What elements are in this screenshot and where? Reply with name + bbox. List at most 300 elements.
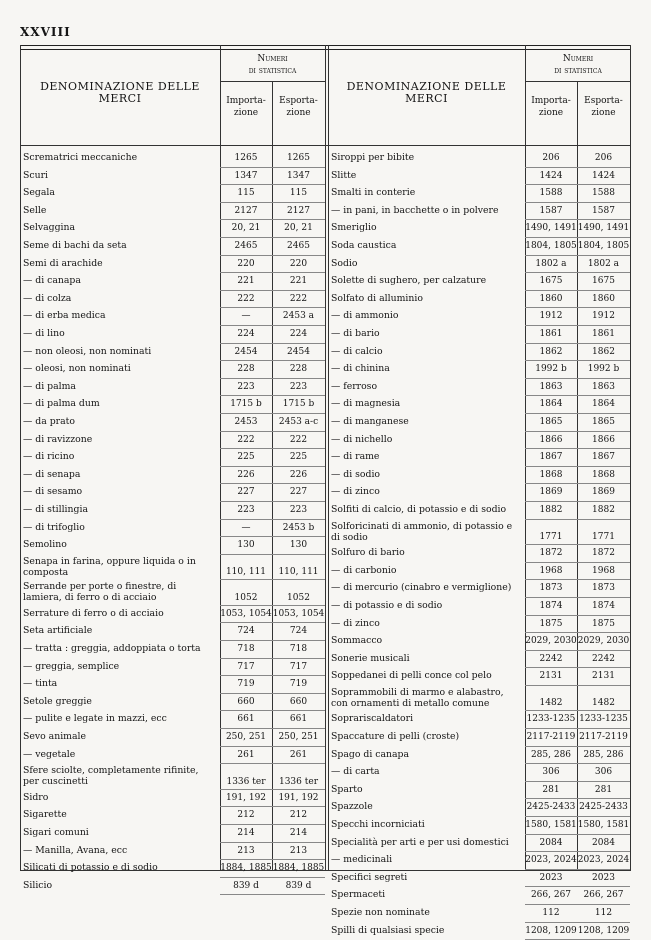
merchandise-name: — di carta: [331, 766, 380, 778]
export-number: 1052: [287, 592, 310, 603]
import-number: 2453: [234, 417, 258, 427]
export-number: 222: [289, 434, 308, 445]
export-number: 1882: [592, 505, 615, 515]
import-number: 222: [237, 434, 255, 445]
export-number: 1771: [592, 532, 615, 543]
table-row: [20, 633, 631, 651]
table-row: [20, 686, 631, 712]
import-line-2: zione: [538, 108, 564, 118]
merchandise-name: — di nichello: [331, 433, 393, 445]
import-number: 1866: [539, 434, 563, 445]
import-number: 223: [237, 381, 255, 392]
export-number: 226: [289, 469, 308, 480]
merchandise-name: Soprammobili di marmo e alabastro, con ornamenti di metallo comune: [331, 686, 504, 709]
merchandise-name: — medicinali: [331, 854, 393, 866]
import-number: 1868: [539, 469, 563, 480]
table-row: [20, 616, 631, 634]
import-number: 2127: [234, 205, 258, 216]
export-number: 1580, 1581: [577, 820, 630, 831]
merchandise-name: Scuri: [23, 169, 48, 181]
merchandise-name: Silicati di potassio e di sodio: [23, 862, 158, 874]
merchandise-name: Spermaceti: [331, 889, 386, 901]
merchandise-name: — di canapa: [23, 275, 81, 287]
table-row: [20, 817, 631, 835]
export-number: 2465: [287, 241, 310, 251]
table-row: [20, 238, 631, 256]
export-number: 1587: [592, 205, 615, 216]
table-row: [20, 150, 631, 168]
export-number: 214: [289, 827, 308, 838]
merchandise-name: — di manganese: [331, 416, 409, 427]
merchandise-name: — di stillingia: [23, 504, 88, 515]
export-number: 724: [289, 626, 308, 637]
import-number: 717: [237, 661, 255, 672]
import-number: 228: [237, 364, 255, 375]
import-number: 1336 ter: [226, 776, 266, 787]
import-number: 221: [237, 276, 255, 287]
table-row: [20, 905, 631, 923]
table-row: [20, 432, 631, 450]
table-row: [20, 203, 631, 221]
export-number: 1715 b: [282, 399, 315, 410]
merchandise-name: Scrematrici meccaniche: [23, 152, 138, 163]
table-row: [20, 923, 631, 940]
export-number: 717: [289, 661, 308, 672]
export-number: 2117-2119: [579, 732, 628, 743]
export-number: 2131: [592, 671, 615, 682]
table-row: [20, 484, 631, 502]
import-number: 20, 21: [231, 223, 261, 234]
export-line-2: zione: [591, 108, 616, 118]
export-number: 1265: [287, 153, 310, 163]
export-number: 206: [594, 153, 613, 163]
table-row: [20, 729, 631, 747]
import-number: 2029, 2030: [525, 636, 577, 647]
import-number: 1208, 1209: [525, 925, 577, 936]
merchandise-name: — di mercurio (cinabro e vermiglione): [331, 582, 512, 594]
merchandise-name: — di ricino: [23, 451, 75, 463]
export-number: 1862: [592, 346, 615, 357]
left-group-heading: [220, 53, 325, 77]
export-number: 250, 251: [278, 732, 319, 743]
merchandise-name: Serrature di ferro o di acciaio: [23, 607, 164, 619]
table-row: [20, 449, 631, 467]
export-number: 1874: [592, 600, 615, 611]
merchandise-name: Sodio: [331, 257, 358, 269]
table-row: [20, 168, 631, 186]
export-number: 1490, 1491: [577, 223, 630, 234]
merchandise-name: Solette di sughero, per calzature: [331, 275, 487, 287]
export-number: 2023: [592, 872, 615, 883]
import-number: 1864: [539, 399, 563, 410]
table-row: [20, 711, 631, 729]
table-row: [20, 520, 631, 546]
export-number: 112: [594, 908, 613, 919]
export-number: 661: [289, 714, 308, 725]
merchandise-name: — di ravizzone: [23, 433, 93, 445]
merchandise-name: — di trifoglio: [23, 521, 85, 533]
merchandise-name: — tratta : greggia, addoppiata o torta: [23, 643, 201, 655]
merchandise-name: — di palma: [23, 380, 76, 392]
merchandise-name: — di bario: [331, 328, 380, 339]
import-number: 1862: [539, 346, 563, 357]
export-number: 130: [289, 540, 308, 551]
merchandise-name: — di potassio e di sodio: [331, 599, 443, 611]
merchandise-name: Sonerie musicali: [331, 652, 410, 664]
table-row: [20, 835, 631, 853]
table-row: [20, 580, 631, 598]
export-number: 1863: [592, 381, 615, 392]
merchandise-name: — di erba medica: [23, 310, 106, 322]
import-number: 112: [542, 908, 560, 919]
merchandise-name: Soprariscaldatori: [331, 713, 414, 725]
group-line-2: di statistica: [554, 66, 602, 76]
export-number: 2242: [592, 653, 615, 664]
export-number: 20, 21: [284, 223, 313, 234]
merchandise-name: Smalti in conterie: [331, 187, 416, 199]
export-number: 660: [289, 696, 308, 707]
import-number: 2131: [539, 671, 563, 682]
right-import-heading: [525, 95, 577, 119]
merchandise-name: Sommacco: [331, 635, 383, 647]
table-row: [20, 563, 631, 581]
import-number: 1052: [234, 592, 258, 603]
export-number: 2127: [287, 205, 310, 216]
import-number: 1863: [539, 381, 563, 392]
import-number: 226: [237, 469, 255, 480]
import-number: 1884, 1885: [220, 863, 272, 874]
table-row: [20, 799, 631, 817]
export-number: 225: [289, 452, 308, 463]
import-number: 1869: [539, 487, 563, 498]
export-number: 2453 b: [282, 522, 315, 533]
merchandise-name: Semi di arachide: [23, 257, 103, 269]
merchandise-name: Solfato di alluminio: [331, 292, 423, 304]
import-number: 1580, 1581: [525, 820, 577, 831]
merchandise-name: Sigarette: [23, 809, 67, 821]
import-number: 223: [237, 505, 255, 515]
import-number: 222: [237, 293, 255, 304]
export-number: 1208, 1209: [577, 925, 630, 936]
export-number: 1802 a: [587, 258, 620, 269]
merchandise-name: Spago di canapa: [331, 748, 410, 760]
table-row: [20, 344, 631, 362]
import-number: 206: [542, 153, 560, 163]
table-row: [20, 747, 631, 765]
export-number: 1866: [592, 434, 615, 445]
table-row: [20, 782, 631, 800]
import-number: 1968: [539, 565, 563, 576]
export-number: 1864: [592, 399, 615, 410]
import-number: 1490, 1491: [525, 223, 577, 234]
group-line-2: di statistica: [248, 66, 297, 76]
import-number: 661: [237, 714, 255, 725]
merchandise-name: Sfere sciolte, completamente rifinite, per cuscinetti: [23, 765, 199, 788]
import-number: 1771: [539, 532, 563, 543]
merchandise-name: — oleosi, non nominati: [23, 363, 131, 375]
import-number: 2023: [539, 872, 563, 883]
export-number: 1873: [592, 583, 615, 594]
export-number: 2453 a-c: [278, 417, 319, 427]
export-number: 2453 a: [282, 311, 315, 322]
export-number: 1875: [592, 618, 615, 629]
import-number: 213: [237, 845, 255, 856]
export-number: 1861: [592, 329, 615, 339]
export-number: 1912: [592, 311, 615, 322]
export-number: 2454: [287, 346, 310, 357]
export-number: 1675: [592, 276, 615, 287]
merchandise-name: — pulite e legate in mazzi, ecc: [23, 713, 167, 725]
table-row: [20, 361, 631, 379]
import-number: 1802 a: [535, 258, 567, 269]
table-row: [20, 414, 631, 432]
import-number: 212: [237, 810, 255, 821]
import-number: 718: [237, 644, 255, 655]
export-number: 719: [289, 679, 308, 690]
export-number: 839 d: [285, 880, 312, 891]
merchandise-name: Segala: [23, 187, 55, 199]
import-number: 250, 251: [225, 732, 267, 743]
import-number: 2242: [539, 653, 563, 664]
export-number: 228: [289, 364, 308, 375]
export-number: 1482: [592, 698, 615, 709]
import-number: 2465: [234, 241, 258, 251]
table-row: [20, 326, 631, 344]
merchandise-name: Sigari comuni: [23, 826, 89, 838]
merchandise-name: — di senapa: [23, 468, 81, 480]
table-row: [20, 396, 631, 414]
export-number: 191, 192: [278, 792, 319, 803]
import-number: 1265: [234, 153, 258, 163]
merchandise-name: Specialità per arti e per usi domestici: [331, 836, 509, 848]
export-number: 1884, 1885: [272, 863, 325, 874]
export-number: 1860: [592, 293, 615, 304]
import-number: 1875: [539, 618, 563, 629]
export-number: 212: [289, 810, 308, 821]
table-row: [20, 668, 631, 686]
merchandise-name: — di colza: [23, 292, 72, 304]
export-number: 2084: [592, 837, 615, 848]
group-line-1: Numeri: [562, 54, 594, 64]
table-row: [20, 308, 631, 326]
import-number: 225: [237, 452, 255, 463]
merchandise-name: — vegetale: [23, 748, 76, 760]
export-number: 1865: [592, 417, 615, 427]
export-number: 1804, 1805: [577, 241, 630, 251]
import-number: 1872: [539, 548, 563, 559]
merchandise-name: — da prato: [23, 416, 75, 427]
merchandise-name: Spaccature di pelli (croste): [331, 731, 460, 743]
merchandise-name: Seta artificiale: [23, 625, 93, 637]
merchandise-name: — di magnesia: [331, 398, 401, 410]
export-number: 1233-1235: [579, 714, 628, 725]
import-number: 719: [237, 679, 255, 690]
import-line-2: zione: [233, 108, 259, 118]
import-number: 130: [237, 540, 255, 551]
merchandise-name: Selle: [23, 204, 47, 216]
import-number: 1804, 1805: [525, 241, 577, 251]
import-number: 1053, 1054: [220, 608, 272, 619]
merchandise-name: — di lino: [23, 328, 65, 339]
merchandise-name: — di zinco: [331, 486, 380, 498]
import-number: 306: [542, 767, 560, 778]
merchandise-name: — di carbonio: [331, 564, 397, 576]
import-number: 1874: [539, 600, 563, 611]
export-number: 1588: [592, 188, 615, 199]
import-line-1: Importa-: [531, 96, 571, 106]
import-number: 724: [237, 626, 255, 637]
import-number: 2084: [539, 837, 563, 848]
merchandise-name: Siroppi per bibite: [331, 152, 415, 163]
table-row: [20, 291, 631, 309]
table-row: [20, 467, 631, 485]
merchandise-name: Spezie non nominate: [331, 907, 430, 919]
table-row: [20, 379, 631, 397]
left-import-heading: [220, 95, 272, 119]
table-row: [20, 545, 631, 563]
import-number: 839 d: [233, 880, 259, 891]
merchandise-name: Slitte: [331, 169, 357, 181]
export-number: 2023, 2024: [577, 855, 630, 866]
export-number: 1867: [592, 452, 615, 463]
import-number: 1912: [539, 311, 563, 322]
import-number: 1482: [539, 698, 563, 709]
merchandise-name: Senapa in farina, oppure liquida o in composta: [23, 555, 196, 578]
merchandise-name: — ferroso: [331, 380, 378, 392]
import-number: 2023, 2024: [525, 855, 577, 866]
merchandise-name: Seme di bachi da seta: [23, 240, 127, 251]
export-number: 1424: [592, 170, 615, 181]
export-number: 115: [289, 188, 308, 199]
import-number: 1860: [539, 293, 563, 304]
merchandise-name: Smeriglio: [331, 222, 377, 234]
merchandise-name: Solforicinati di ammonio, di potassio e di sodio: [331, 520, 513, 543]
import-number: —: [241, 522, 251, 533]
import-number: 1867: [539, 452, 563, 463]
export-number: 1336 ter: [278, 776, 318, 787]
merchandise-name: — tinta: [23, 678, 58, 690]
merchandise-name: — di sodio: [331, 468, 381, 480]
import-line-1: Importa-: [226, 96, 266, 106]
export-number: 281: [594, 784, 613, 795]
import-number: 281: [542, 784, 560, 795]
export-number: 110, 111: [278, 567, 319, 578]
export-number: 2029, 2030: [577, 636, 630, 647]
table-row: [20, 502, 631, 520]
import-number: 220: [237, 258, 255, 269]
right-group-heading: [525, 53, 631, 77]
merchandise-name: — Manilla, Avana, ecc: [23, 844, 128, 856]
import-number: 1675: [539, 276, 563, 287]
merchandise-name: Spazzole: [331, 801, 373, 813]
export-number: 285, 286: [583, 749, 624, 760]
merchandise-name: Soda caustica: [331, 240, 397, 251]
group-line-1: Numeri: [257, 54, 288, 64]
import-number: 1347: [234, 170, 258, 181]
export-number: 1968: [592, 565, 615, 576]
merchandise-name: Spilli di qualsiasi specie: [331, 924, 445, 936]
table-row: [20, 220, 631, 238]
export-number: 2425-2433: [579, 802, 628, 813]
export-line-1: Esporta-: [279, 96, 318, 106]
table-row: [20, 651, 631, 669]
export-number: 266, 267: [583, 890, 624, 901]
import-number: —: [241, 311, 251, 322]
import-number: 2454: [234, 346, 258, 357]
export-number: 1053, 1054: [272, 608, 325, 619]
table-row: [20, 870, 631, 888]
export-number: 213: [289, 845, 308, 856]
export-number: 306: [594, 767, 613, 778]
import-number: 285, 286: [530, 749, 572, 760]
import-number: 224: [237, 329, 255, 339]
page-number: XXVIII: [20, 25, 71, 39]
merchandise-name: Silicio: [23, 879, 53, 891]
table-row: [20, 273, 631, 291]
export-number: 1869: [592, 487, 615, 498]
merchandise-name: Sevo animale: [23, 731, 87, 743]
import-number: 227: [237, 487, 255, 498]
merchandise-table: [20, 45, 631, 936]
import-number: 214: [237, 827, 255, 838]
export-line-2: zione: [286, 108, 311, 118]
export-number: 221: [289, 276, 308, 287]
import-number: 2425-2433: [526, 802, 576, 813]
table-row: [20, 598, 631, 616]
import-number: 191, 192: [225, 792, 267, 803]
export-line-1: Esporta-: [584, 96, 623, 106]
merchandise-name: — di sesamo: [23, 486, 83, 498]
left-column-title: DENOMINAZIONE DELLE MERCI: [40, 80, 200, 105]
merchandise-name: Solfiti di calcio, di potassio e di sodio: [331, 504, 507, 515]
export-number: 227: [289, 487, 308, 498]
export-number: 220: [289, 258, 308, 269]
merchandise-name: Soppedanei di pelli conce col pelo: [331, 670, 492, 682]
export-number: 261: [289, 749, 308, 760]
table-row: [20, 256, 631, 274]
merchandise-name: Selvaggina: [23, 222, 76, 234]
export-number: 223: [289, 505, 308, 515]
merchandise-name: — di zinco: [331, 617, 380, 629]
merchandise-name: — di rame: [331, 451, 380, 463]
merchandise-name: — di calcio: [331, 345, 383, 357]
export-number: 222: [289, 293, 308, 304]
import-number: 110, 111: [225, 567, 267, 578]
table-row: [20, 764, 631, 782]
import-number: 1588: [539, 188, 563, 199]
merchandise-name: Sparto: [331, 783, 363, 795]
table-row: [20, 852, 631, 870]
export-number: 223: [289, 381, 308, 392]
merchandise-name: Setole greggie: [23, 695, 92, 707]
merchandise-name: — di ammonio: [331, 310, 399, 322]
export-number: 1347: [287, 170, 310, 181]
table-row: [20, 185, 631, 203]
import-number: 1233-1235: [526, 714, 576, 725]
import-number: 261: [237, 749, 255, 760]
import-number: 1715 b: [230, 399, 262, 410]
merchandise-name: Semolino: [23, 539, 67, 551]
table-row: [20, 887, 631, 905]
import-number: 660: [237, 696, 255, 707]
merchandise-name: — di palma dum: [23, 398, 100, 410]
import-number: 1992 b: [535, 364, 567, 375]
import-number: 1587: [539, 205, 563, 216]
export-number: 1872: [592, 548, 615, 559]
merchandise-name: Specifici segreti: [331, 871, 408, 883]
import-number: 1873: [539, 583, 563, 594]
import-number: 1861: [539, 329, 563, 339]
